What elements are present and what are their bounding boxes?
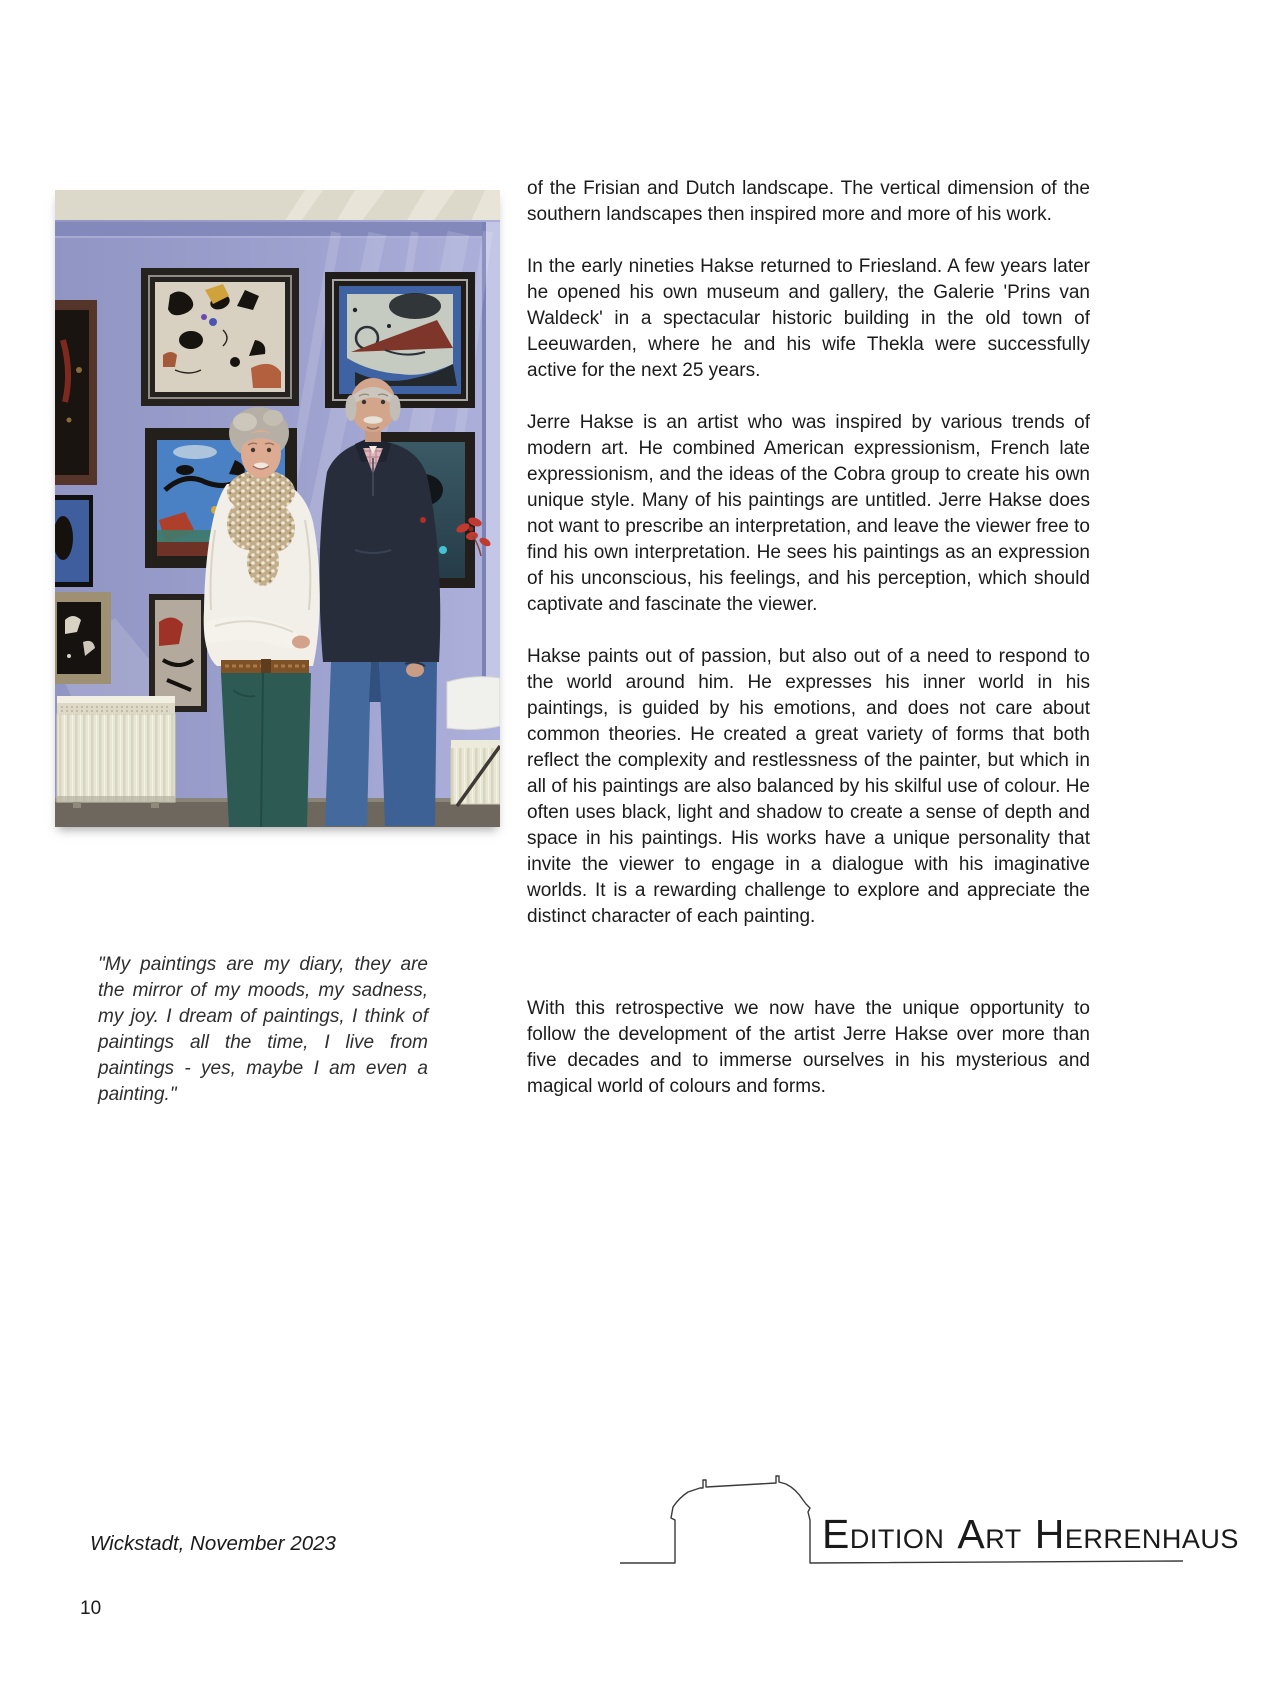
- white-tub: [447, 677, 500, 730]
- gallery-photo-illustration: [55, 190, 500, 827]
- article-body: [527, 176, 1090, 1126]
- logo-letter: E: [822, 1511, 850, 1557]
- article-paragraph: With this retrospective we now have the unique opportunity to follow the development of the artist Jerre Hakse over more than five decades and to immerse ourselves in his mysterious and magical world of colours and forms.: [527, 998, 1090, 1097]
- publisher-logo: [600, 1460, 1239, 1568]
- radiator-left: [57, 696, 175, 808]
- article-paragraph: In the early nineties Hakse returned to Friesland. A few years later he opened his own museum and gallery, the Galerie 'Prins van Waldeck' in a spectacular historic building in the old town of Leeuwarden, where he and his wife Thekla were successfully active for the next 25 years.: [527, 256, 1090, 381]
- article-paragraph: of the Frisian and Dutch landscape. The vertical dimension of the southern landscapes then inspired more and more of his work.: [527, 178, 1090, 225]
- logo-letter: H: [1034, 1511, 1065, 1557]
- artist-couple-gallery-photo: [55, 190, 500, 827]
- pull-quote: "My paintings are my diary, they are the mirror of my moods, my sadness, my joy. I dream of paintings, I think of paintings all the time, I live from paintings - yes, maybe I am even a painting.": [98, 954, 428, 1105]
- painting-top-center: [141, 268, 299, 406]
- article-paragraph: Jerre Hakse is an artist who was inspired by various trends of modern art. He combined American expressionism, French late expressionism, and the ideas of the Cobra group to create his own unique style. Many of his paintings are untitled. Jerre Hakse does not want to prescribe an interpretation, and leave the viewer free to find his own interpretation. He sees his paintings as an expression of his unconscious, his feelings, and his perception, which should captivate and fascinate the viewer.: [527, 412, 1090, 615]
- logo-word: RT: [985, 1524, 1022, 1554]
- page-number: 10: [80, 1598, 102, 1619]
- logo-letter: A: [957, 1511, 986, 1557]
- logo-word: DITION: [849, 1524, 945, 1554]
- painting-lower-left: [149, 594, 207, 712]
- dateline: Wickstadt, November 2023: [90, 1532, 336, 1555]
- logo-word: ERRENHAUS: [1064, 1524, 1239, 1554]
- radiator-right: [451, 740, 500, 806]
- publisher-logo-text: [822, 1511, 1239, 1557]
- painting-top-right: [325, 272, 475, 408]
- article-paragraph: Hakse paints out of passion, but also out of a need to respond to the world around him. He expresses his inner world in his paintings, is guided by his emotions, and does not care about common theories. He created a great variety of forms that both reflect the complexity and restlessness of the painter, but which in all of his paintings are also balanced by his skilful use of colour. He often uses black, light and shadow to create a sense of depth and space in his paintings. His works have a unique personality that invite the viewer to engage in a dialogue with his imaginative worlds. It is a rewarding challenge to explore and appreciate the distinct character of each painting.: [527, 646, 1090, 927]
